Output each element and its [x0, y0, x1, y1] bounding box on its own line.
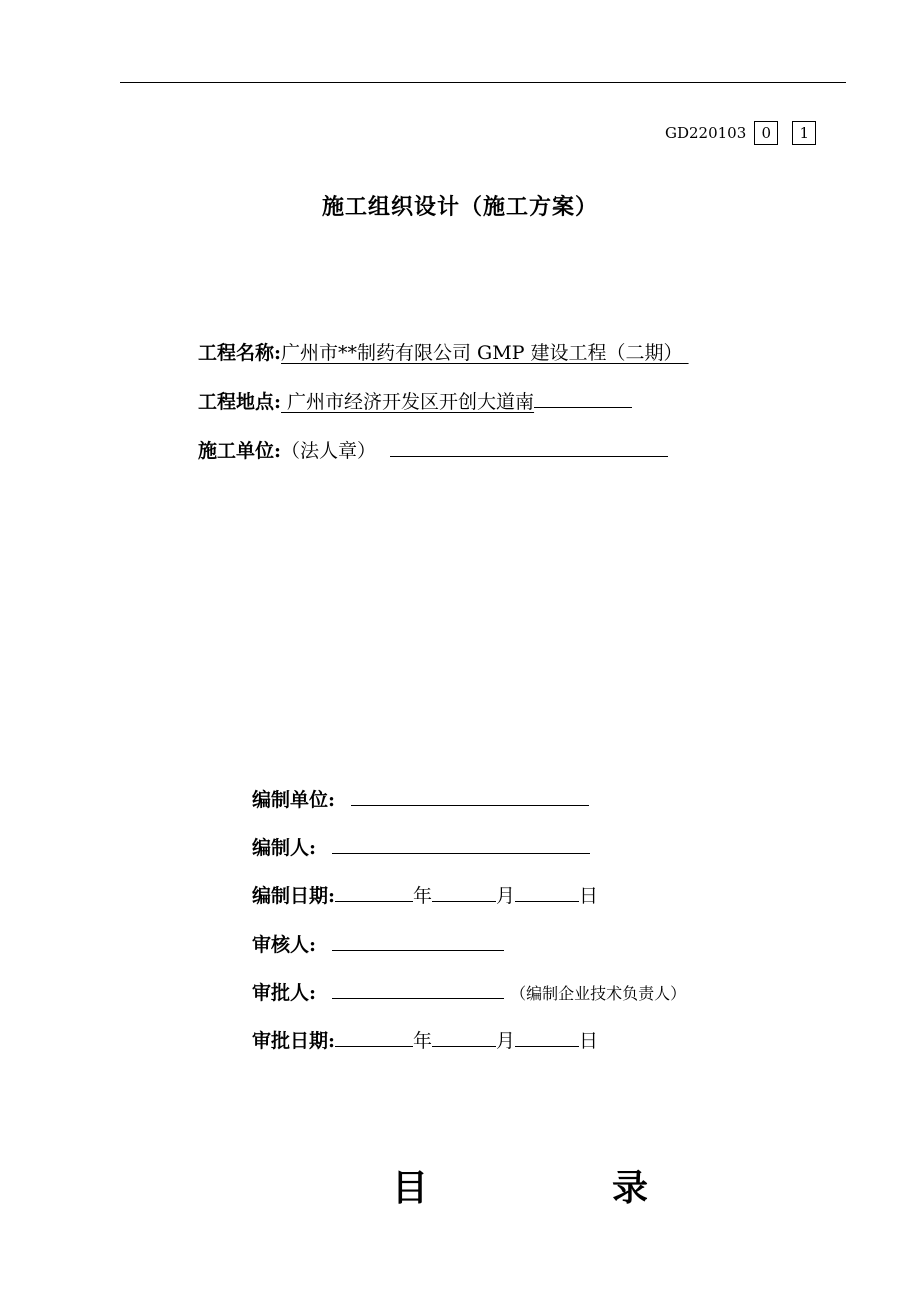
compile-month-line [432, 881, 496, 902]
compiling-unit-label: 编制单位: [252, 789, 336, 811]
reviewer-label: 审核人: [252, 934, 317, 956]
reviewer-row [252, 930, 504, 957]
compile-day-line [515, 881, 579, 902]
toc-heading-char-1: 目 [392, 1167, 429, 1209]
project-name-row [198, 338, 689, 365]
project-location-label: 工程地点: [198, 391, 282, 413]
approve-day-label: 日 [579, 1030, 599, 1052]
code-box-1: 0 [754, 121, 778, 145]
compile-year-line [335, 881, 413, 902]
project-name-label: 工程名称: [198, 342, 282, 364]
page-title: 施工组织设计（施工方案） [321, 194, 598, 220]
approver-label: 审批人: [252, 982, 317, 1004]
compiling-unit-row [252, 785, 589, 812]
approve-day-line [515, 1026, 579, 1047]
compile-date-row [252, 881, 598, 908]
compile-year-label: 年 [413, 885, 433, 907]
project-name-trailing-space [683, 342, 689, 364]
approve-year-line [335, 1026, 413, 1047]
approver-row [252, 978, 686, 1005]
approve-month-label: 月 [496, 1030, 516, 1052]
project-location-line [534, 387, 632, 408]
document-code [665, 120, 816, 146]
contractor-row [198, 436, 668, 463]
author-line [332, 833, 590, 854]
author-label: 编制人: [252, 837, 317, 859]
approver-line [332, 978, 504, 999]
reviewer-line [332, 930, 504, 951]
approve-date-row [252, 1026, 598, 1053]
project-name-value: 广州市**制药有限公司 GMP 建设工程（二期） [281, 342, 683, 364]
project-location-row [198, 387, 632, 414]
top-rule [120, 82, 846, 83]
approve-year-label: 年 [413, 1030, 433, 1052]
approve-date-label: 审批日期: [252, 1030, 336, 1052]
code-box-2: 1 [792, 121, 816, 145]
contractor-label: 施工单位: [198, 440, 282, 462]
compile-day-label: 日 [579, 885, 599, 907]
compile-date-label: 编制日期: [252, 885, 336, 907]
compiling-unit-line [351, 785, 589, 806]
compile-month-label: 月 [496, 885, 516, 907]
contractor-note: （法人章） [281, 440, 377, 462]
contractor-line [390, 436, 668, 457]
toc-heading-char-2: 录 [612, 1167, 649, 1209]
doc-code-text: GD220103 [665, 124, 747, 142]
approve-month-line [432, 1026, 496, 1047]
project-location-value: 广州市经济开发区开创大道南 [281, 391, 535, 413]
author-row [252, 833, 590, 860]
approver-note: （编制企业技术负责人） [510, 984, 687, 1003]
